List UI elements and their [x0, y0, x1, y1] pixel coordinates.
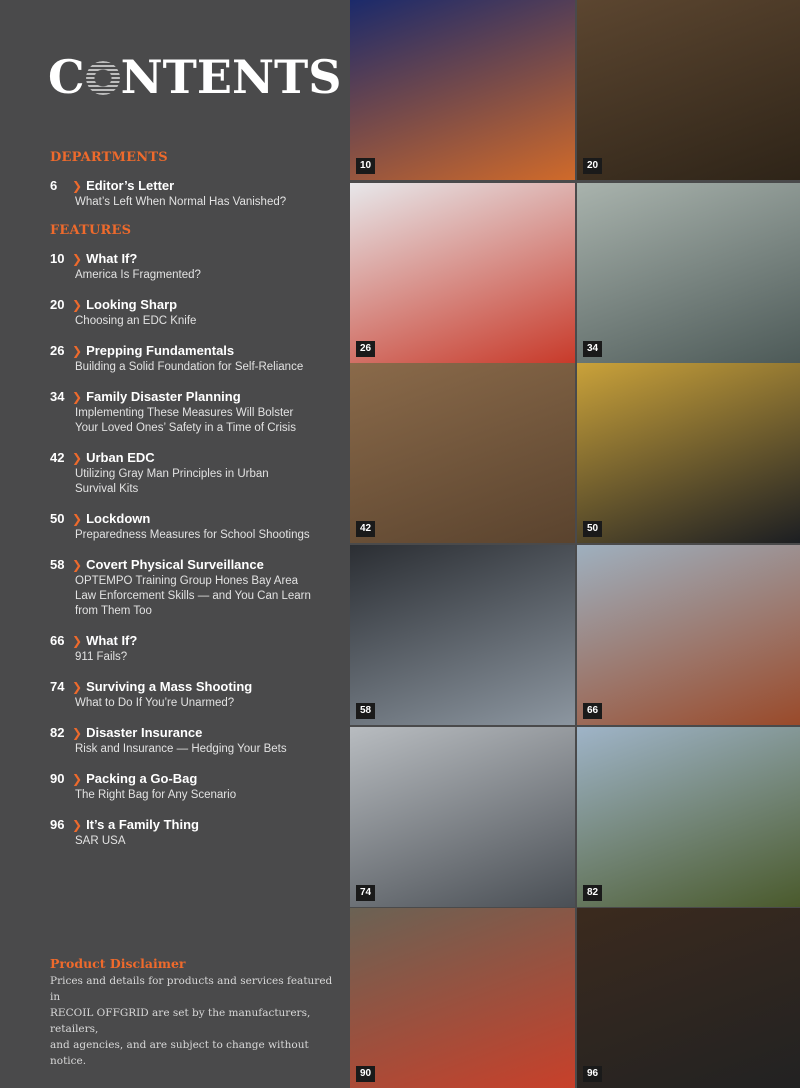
photo-page-badge: 74 — [356, 885, 375, 901]
toc-entry-title: It’s a Family Thing — [86, 817, 199, 832]
chevron-right-icon: ❯ — [72, 726, 83, 740]
chevron-right-icon: ❯ — [72, 634, 83, 648]
toc-entry-heading — [50, 817, 340, 833]
toc-entry-subtitle — [75, 195, 340, 210]
toc-entry-heading — [50, 557, 340, 573]
toc-page-number: 42 — [50, 450, 65, 465]
chevron-right-icon: ❯ — [72, 772, 83, 786]
toc-entry-heading — [50, 178, 340, 194]
toc-subtitle-line: Utilizing Gray Man Principles in Urban — [75, 468, 269, 480]
toc-subtitle-line: Preparedness Measures for School Shootings — [75, 529, 310, 541]
toc-page-number: 96 — [50, 817, 65, 832]
toc-entry[interactable] — [50, 633, 340, 665]
toc-page-number: 74 — [50, 679, 65, 694]
photo-page-badge: 34 — [583, 341, 602, 357]
toc-page-number: 26 — [50, 343, 65, 358]
police-car-photo[interactable] — [577, 363, 800, 543]
toc-entry-title: Prepping Fundamentals — [86, 343, 235, 358]
page-title: C NTENTS — [48, 50, 342, 104]
crosshair-o-icon — [86, 61, 120, 95]
toc-page-number: 20 — [50, 297, 65, 312]
photo-page-badge: 42 — [356, 521, 375, 537]
toc-entry-subtitle — [75, 696, 340, 711]
toc-entry-subtitle — [75, 360, 340, 375]
toc-entry-title: Urban EDC — [86, 450, 155, 465]
toc-entry-title: Surviving a Mass Shooting — [86, 679, 253, 694]
contents-panel — [0, 0, 350, 1088]
toc-entry-subtitle — [75, 467, 340, 497]
escalator-crowd-photo[interactable] — [350, 727, 575, 907]
toc-entry[interactable] — [50, 297, 340, 329]
disclaimer-title: Product Disclaimer — [50, 956, 186, 971]
toc-subtitle-line: Survival Kits — [75, 483, 139, 495]
toc-entry[interactable] — [50, 557, 340, 619]
orange-knife-photo[interactable] — [577, 0, 800, 180]
toc-entry-subtitle — [75, 834, 340, 849]
toc-subtitle-line: OPTEMPO Training Group Hones Bay Area — [75, 575, 299, 587]
chevron-right-icon: ❯ — [72, 818, 83, 832]
toc-page-number: 58 — [50, 557, 65, 572]
toc-page-number: 6 — [50, 178, 58, 193]
photo-page-badge: 20 — [583, 158, 602, 174]
toc-entry-subtitle — [75, 406, 340, 436]
chevron-right-icon: ❯ — [72, 451, 83, 465]
car-interior-photo[interactable] — [350, 545, 575, 725]
toc-entry-heading — [50, 511, 340, 527]
photo-page-badge: 96 — [583, 1066, 602, 1082]
toc-entry-heading — [50, 297, 340, 313]
toc-entry-heading — [50, 633, 340, 649]
chevron-right-icon: ❯ — [72, 344, 83, 358]
toc-page-number: 50 — [50, 511, 65, 526]
chevron-right-icon: ❯ — [72, 390, 83, 404]
toc-subtitle-line: Choosing an EDC Knife — [75, 315, 197, 327]
toc-entry[interactable] — [50, 679, 340, 711]
toc-entry-title: What If? — [86, 251, 138, 266]
photo-page-badge: 58 — [356, 703, 375, 719]
toc-entry-title: Covert Physical Surveillance — [86, 557, 264, 572]
disclaimer-line: RECOIL OFFGRID are set by the manufacturers, retailers, — [50, 1007, 311, 1035]
flooded-street-photo[interactable] — [577, 183, 800, 363]
fallen-tree-photo[interactable] — [577, 727, 800, 907]
toc-subtitle-line: America Is Fragmented? — [75, 269, 201, 281]
disclaimer-line: Prices and details for products and services featured in — [50, 975, 333, 1003]
chevron-right-icon: ❯ — [72, 680, 83, 694]
section-features: FEATURES — [50, 223, 132, 238]
toc-entry-title: Family Disaster Planning — [86, 389, 241, 404]
photo-page-badge: 10 — [356, 158, 375, 174]
toc-entry-subtitle — [75, 650, 340, 665]
toc-entry-subtitle — [75, 742, 340, 757]
toc-entry-heading — [50, 679, 340, 695]
toc-entry-title: Editor’s Letter — [86, 178, 175, 193]
toc-subtitle-line: Law Enforcement Skills — and You Can Learn — [75, 590, 311, 602]
toc-entry-heading — [50, 389, 340, 405]
photo-grid — [350, 0, 800, 1088]
photo-page-badge: 66 — [583, 703, 602, 719]
toc-entry[interactable] — [50, 450, 340, 497]
photo-page-badge: 82 — [583, 885, 602, 901]
toc-entry-heading — [50, 450, 340, 466]
toc-entry[interactable] — [50, 511, 340, 543]
edc-flatlay-photo[interactable] — [350, 363, 575, 543]
photo-page-badge: 26 — [356, 341, 375, 357]
toc-subtitle-line: Your Loved Ones’ Safety in a Time of Crisis — [75, 422, 296, 434]
toc-entry-subtitle — [75, 788, 340, 803]
toc-page-number: 82 — [50, 725, 65, 740]
toc-entry[interactable] — [50, 251, 340, 283]
go-bag-contents-photo[interactable] — [350, 908, 575, 1088]
toc-entry-title: Disaster Insurance — [86, 725, 203, 740]
toc-entry-title: What If? — [86, 633, 138, 648]
toc-subtitle-line: Implementing These Measures Will Bolster — [75, 407, 294, 419]
chevron-right-icon: ❯ — [72, 298, 83, 312]
toc-entry[interactable] — [50, 725, 340, 757]
man-on-cliff-photo[interactable] — [577, 545, 800, 725]
toc-entry-subtitle — [75, 574, 340, 619]
photo-page-badge: 90 — [356, 1066, 375, 1082]
toc-entry-title: Looking Sharp — [86, 297, 178, 312]
chevron-right-icon: ❯ — [72, 512, 83, 526]
toc-entry-heading — [50, 343, 340, 359]
chevron-right-icon: ❯ — [72, 252, 83, 266]
red-pouch-kit-photo[interactable] — [350, 183, 575, 363]
toc-page-number: 34 — [50, 389, 65, 404]
disclaimer-text — [50, 973, 335, 1069]
toc-page-number: 90 — [50, 771, 65, 786]
toc-entry[interactable] — [50, 343, 340, 375]
toc-entry-heading — [50, 771, 340, 787]
toc-entry[interactable] — [50, 178, 340, 210]
section-departments: DEPARTMENTS — [50, 150, 168, 165]
toc-subtitle-line: The Right Bag for Any Scenario — [75, 789, 237, 801]
toc-entry[interactable] — [50, 771, 340, 803]
toc-entry-subtitle — [75, 314, 340, 329]
toc-subtitle-line: Risk and Insurance — Hedging Your Bets — [75, 743, 287, 755]
toc-entry-subtitle — [75, 528, 340, 543]
toc-subtitle-line: What’s Left When Normal Has Vanished? — [75, 196, 287, 208]
toc-entry-title: Packing a Go-Bag — [86, 771, 198, 786]
toc-subtitle-line: 911 Fails? — [75, 651, 128, 663]
toc-entry[interactable] — [50, 389, 340, 436]
toc-subtitle-line: What to Do If You’re Unarmed? — [75, 697, 235, 709]
disclaimer-line: and agencies, and are subject to change without notice. — [50, 1039, 309, 1067]
chevron-right-icon: ❯ — [72, 558, 83, 572]
toc-subtitle-line: from Them Too — [75, 605, 152, 617]
toc-entry-heading — [50, 725, 340, 741]
toc-subtitle-line: SAR USA — [75, 835, 126, 847]
chevron-right-icon: ❯ — [72, 179, 83, 193]
capitol-night-photo[interactable] — [350, 0, 575, 180]
toc-page-number: 10 — [50, 251, 65, 266]
pistol-flashlight-photo[interactable] — [577, 908, 800, 1088]
toc-entry-title: Lockdown — [86, 511, 151, 526]
toc-entry[interactable] — [50, 817, 340, 849]
photo-page-badge: 50 — [583, 521, 602, 537]
toc-entry-heading — [50, 251, 340, 267]
toc-subtitle-line: Building a Solid Foundation for Self-Reliance — [75, 361, 304, 373]
toc-page-number: 66 — [50, 633, 65, 648]
toc-entry-subtitle — [75, 268, 340, 283]
